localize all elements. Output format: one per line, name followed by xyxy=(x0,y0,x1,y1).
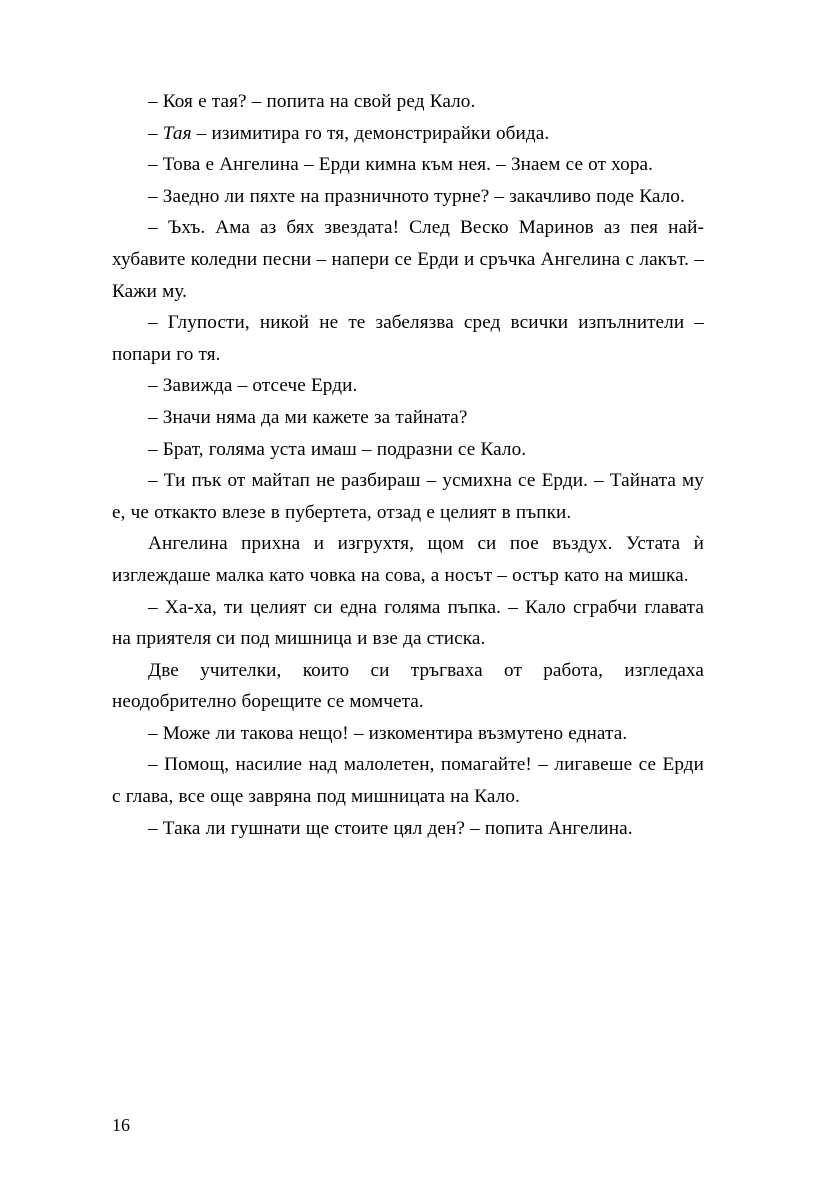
paragraph xyxy=(112,118,704,150)
page-number: 16 xyxy=(112,1115,130,1135)
paragraph: – Ха-ха, ти целият си една голяма пъпка. – Кало сграбчи главата на приятеля си под мишница и взе да стиска. xyxy=(112,596,704,650)
paragraph: – Глупости, никой не те забелязва сред всички изпълнители – попари го тя. xyxy=(112,312,704,365)
paragraph-text-post: – изимитира го тя, демонстрирайки обида. xyxy=(191,122,550,144)
paragraph: – Брат, голяма уста имаш – подразни се Кало. xyxy=(148,438,527,460)
paragraph: – Заедно ли пяхте на празничното турне? – закачливо поде Кало. xyxy=(148,185,685,207)
paragraph: – Ъхъ. Ама аз бях звездата! След Веско Маринов аз пея най-хубавите коледни песни – напери се Ерди и сръчка Ангелина с лакът. – Кажи му. xyxy=(112,217,704,302)
paragraph: – Това е Ангелина – Ерди кимна към нея. – Знаем се от хора. xyxy=(148,154,654,176)
paragraph: – Така ли гушнати ще стоите цял ден? – попита Ангелина. xyxy=(148,817,633,839)
paragraph-text-pre: – xyxy=(148,122,163,144)
paragraph: – Завижда – отсече Ерди. xyxy=(148,375,358,397)
paragraph: – Коя е тая? – попита на свой ред Кало. xyxy=(148,91,476,112)
paragraph: – Ти пък от майтап не разбираш – усмихна се Ерди. – Тайната му е, че откакто влезе в пубертета, отзад е целият в пъпки. xyxy=(112,470,704,523)
paragraph: – Може ли такова нещо! – изкоментира възмутено едната. xyxy=(148,722,628,744)
paragraph: – Значи няма да ми кажете за тайната? xyxy=(148,406,468,428)
paragraph: Две учителки, които си тръгваха от работа, изгледаха неодобрително борещите се момчета. xyxy=(112,659,704,713)
paragraph: – Помощ, насилие над малолетен, помагайте! – лигавеше се Ерди с глава, все още завряна под мишницата на Кало. xyxy=(112,754,704,808)
paragraph: Ангелина прихна и изгрухтя, щом си пое въздух. Устата ѝ изглеждаше малка като човка на сова, а носът – остър като на мишка. xyxy=(112,533,704,586)
paragraph-emphasis: Тая xyxy=(162,122,192,144)
body-text xyxy=(112,86,704,844)
